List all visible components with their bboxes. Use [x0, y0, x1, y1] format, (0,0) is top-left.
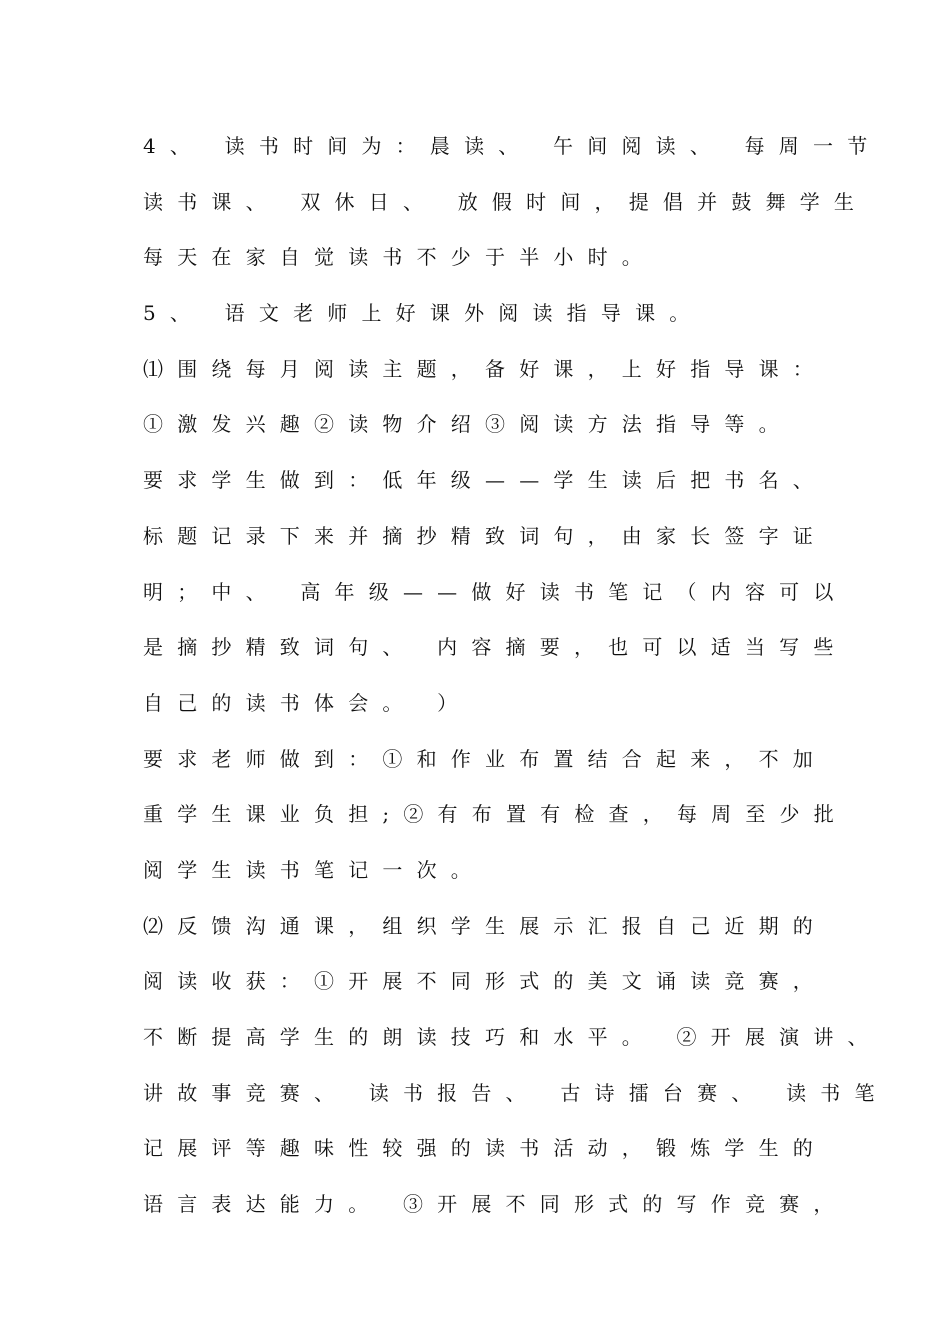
text-line: 不断提高学生的朗读技巧和水平。 ②开展演讲、 — [143, 1025, 882, 1049]
text-line: 5、 语文老师上好课外阅读指导课。 — [143, 301, 704, 326]
text-line: 语言表达能力。 ③开展不同形式的写作竞赛， — [143, 1192, 848, 1217]
text-line: 阅学生读书笔记一次。 — [143, 857, 485, 882]
text-line: 阅读收获：①开展不同形式的美文诵读竞赛， — [143, 969, 827, 994]
text-line: ①激发兴趣②读物介绍③阅读方法指导等。 — [143, 412, 793, 437]
text-line: 每天在家自觉读书不少于半小时。 — [143, 245, 656, 270]
text-line: 重学生课业负担;②有布置有检查，每周至少批 — [143, 802, 848, 827]
text-line: ⑵反馈沟通课，组织学生展示汇报自己近期的 — [143, 913, 827, 938]
text-line: 要求学生做到：低年级——学生读后把书名、 — [143, 468, 827, 493]
text-line: 明；中、 高年级——做好读书笔记（内容可以 — [143, 579, 848, 604]
text-line: ⑴围绕每月阅读主题，备好课，上好指导课： — [143, 356, 827, 381]
body-text — [143, 126, 889, 1240]
text-line: 标题记录下来并摘抄精致词句，由家长签字证 — [143, 523, 827, 548]
text-line: 要求老师做到：①和作业布置结合起来，不加 — [143, 746, 827, 771]
text-line: 读书课、 双休日、 放假时间，提倡并鼓舞学生 — [143, 189, 869, 214]
text-line: 是摘抄精致词句、 内容摘要，也可以适当写些 — [143, 635, 848, 660]
text-line: 4、 读书时间为：晨读、 午间阅读、 每周一节 — [143, 134, 882, 158]
text-line: 讲故事竞赛、 读书报告、 古诗擂台赛、 读书笔 — [143, 1080, 889, 1105]
text-line: 自己的读书体会。 ） — [143, 690, 472, 715]
text-line: 记展评等趣味性较强的读书活动，锻炼学生的 — [143, 1136, 827, 1161]
